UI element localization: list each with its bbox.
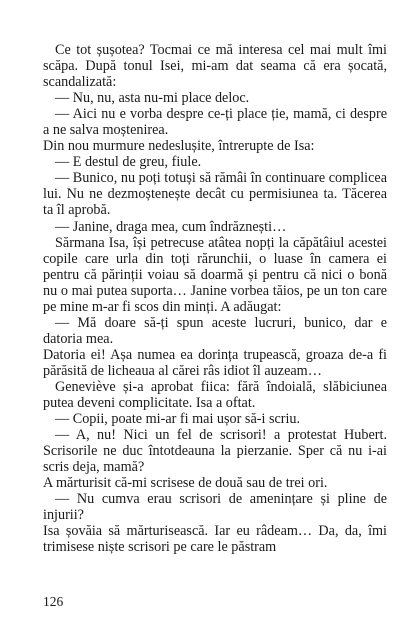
paragraph: — Copii, poate mi-ar fi mai ușor să-i scriu. xyxy=(55,411,301,428)
paragraph: — Mă doare să-ți spun aceste lucruri, bunico, dar e datoria mea. xyxy=(43,314,387,347)
paragraph: — Aici nu e vorba despre ce-ți place ție, mamă, ci despre a ne salva moștenirea. xyxy=(43,106,387,139)
page-number: 126 xyxy=(43,594,64,609)
paragraph: Ce tot șușotea? Tocmai ce mă interesa cel mai mult îmi scăpa. După tonul Isei, mi-am dat seama că era șocată, scandalizată: xyxy=(43,42,387,91)
paragraph: Sărmana Isa, își petrecuse atâtea nopți la căpătâiul acestei copile care urla din toți rărunchii, o luase în camera ei pentru că părinții voiau să doarmă și pentru că nici o bonă nu o mai putea suporta… Janine vorbea tăios, pe un ton care pe mine m-ar fi scos din minți. A adăugat: xyxy=(43,234,387,315)
paragraph: — Bunico, nu poți totuși să rămâi în continuare complicea lui. Nu ne dezmoștenește decât cu permisiunea ta. Tăcerea ta îl aprobă. xyxy=(43,170,387,219)
paragraph: A mărturisit că-mi scrisese de două sau de trei ori. xyxy=(43,475,328,492)
paragraph: — A, nu! Nici un fel de scrisori! a protestat Hubert. Scrisorile ne duc întotdeauna la pierzanie. Sper că nu i-ai scris deja, mamă? xyxy=(43,427,387,476)
paragraph: Geneviève și-a aprobat fiica: fără îndoială, slăbiciunea putea deveni complicitate. Isa a oftat. xyxy=(43,378,387,412)
paragraph: — E destul de greu, fiule. xyxy=(55,154,202,171)
body-text xyxy=(43,42,387,556)
paragraph: — Nu cumva erau scrisori de amenințare și pline de injurii? xyxy=(43,491,387,524)
paragraph: — Janine, draga mea, cum îndrăznești… xyxy=(55,218,287,235)
paragraph: — Nu, nu, asta nu-mi place deloc. xyxy=(55,90,250,107)
paragraph: Isa șovăia să mărturisească. Iar eu râdeam… Da, da, îmi trimisese niște scrisori pe care le păstram xyxy=(43,523,387,556)
paragraph: Din nou murmure nedeslușite, întrerupte de Isa: xyxy=(43,138,315,155)
paragraph: Datoria ei! Așa numea ea dorința trupească, groaza de-a fi părăsită de licheaua al cărei râs idiot îl auzeam… xyxy=(43,346,387,379)
